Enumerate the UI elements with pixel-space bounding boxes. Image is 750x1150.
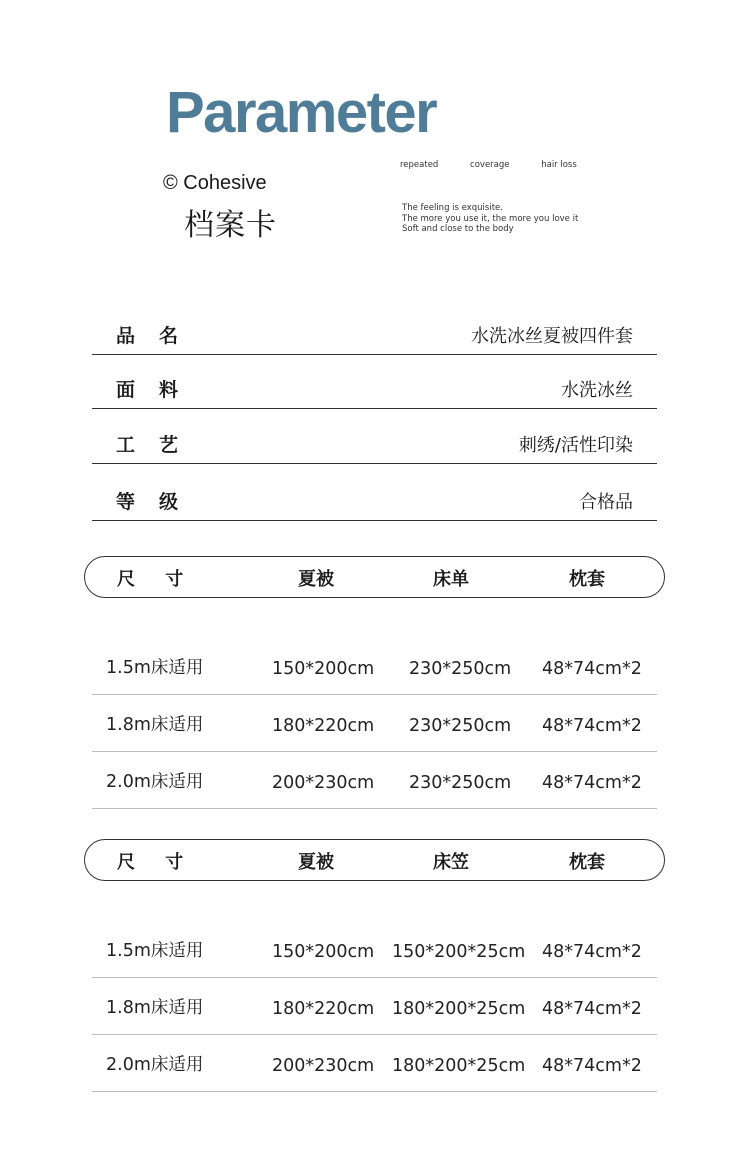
table-row [92,921,657,978]
table-cell: 48*74cm*2 [542,773,642,793]
param-value: 合格品 [579,492,633,513]
param-row-grade [92,468,657,521]
param-value: 水洗冰丝 [561,380,633,401]
tag-item: coverage [470,160,510,170]
table-cell: 1.8m床适用 [106,998,204,1018]
table-row [92,695,657,752]
description [402,203,578,235]
table-cell: 150*200cm [272,942,375,962]
size-table-header [84,839,665,881]
table-cell: 150*200*25cm [392,942,526,962]
table-row [92,978,657,1035]
table-cell: 1.5m床适用 [106,941,204,961]
param-label: 等级 [116,491,203,513]
table-cell: 200*230cm [272,1056,375,1076]
table-cell: 2.0m床适用 [106,1055,204,1075]
table-cell: 2.0m床适用 [106,772,204,792]
table-cell: 230*250cm [409,773,512,793]
param-label: 面料 [116,379,203,401]
table-cell: 1.8m床适用 [106,715,204,735]
table-header-cell: 床笠 [433,852,469,873]
table-cell: 1.5m床适用 [106,658,204,678]
table-cell: 48*74cm*2 [542,1056,642,1076]
param-value: 刺绣/活性印染 [518,435,633,456]
tag-item: hair loss [541,160,577,170]
table-cell: 48*74cm*2 [542,999,642,1019]
param-row-craft [92,411,657,464]
page-title: Parameter [166,80,437,145]
description-line: Soft and close to the body [402,224,514,234]
table-cell: 48*74cm*2 [542,659,642,679]
table-header-cell: 枕套 [569,569,605,590]
table-cell: 230*250cm [409,716,512,736]
table-cell: 48*74cm*2 [542,942,642,962]
param-label: 品名 [116,325,203,347]
table-row [92,752,657,809]
tag-item: repeated [400,160,439,170]
table-header-cell: 尺 寸 [117,569,196,590]
table-header-cell: 尺 寸 [117,852,196,873]
table-cell: 180*200*25cm [392,1056,526,1076]
param-row-fabric [92,356,657,409]
table-cell: 200*230cm [272,773,375,793]
table-cell: 180*200*25cm [392,999,526,1019]
table-header-cell: 夏被 [298,852,334,873]
size-table-header [84,556,665,598]
table-cell: 230*250cm [409,659,512,679]
table-header-cell: 床单 [433,569,469,590]
table-row [92,1035,657,1092]
table-cell: 48*74cm*2 [542,716,642,736]
param-row-name [92,302,657,355]
table-header-cell: 枕套 [569,852,605,873]
table-cell: 150*200cm [272,659,375,679]
param-value: 水洗冰丝夏被四件套 [471,326,633,347]
table-cell: 180*220cm [272,716,375,736]
param-label: 工艺 [116,434,203,456]
tag-list [400,160,606,170]
brand-name: © Cohesive [163,172,267,194]
table-header-cell: 夏被 [298,569,334,590]
table-cell: 180*220cm [272,999,375,1019]
table-row [92,638,657,695]
description-line: The feeling is exquisite. [402,203,503,213]
card-label: 档案卡 [184,208,277,243]
description-line: The more you use it, the more you love it [402,213,579,224]
